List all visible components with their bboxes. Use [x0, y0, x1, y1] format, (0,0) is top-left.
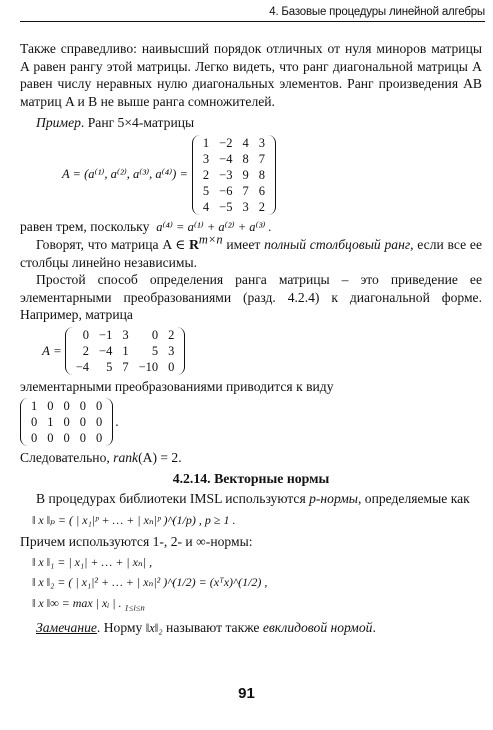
- matrix-3x5-cell: 7: [122, 359, 129, 374]
- diag-matrix-cell: 0: [63, 431, 70, 445]
- matrix-5x4-cell: 4: [242, 135, 249, 150]
- section-title: Векторные нормы: [214, 470, 330, 486]
- matrix-5x4-cell: 4: [202, 199, 210, 214]
- matrix-3x5-cell: 0: [82, 327, 90, 342]
- remark-label: Замечание: [36, 620, 97, 635]
- diag-matrix-cell: 0: [47, 431, 54, 445]
- matrix-5x4-cell: 9: [242, 167, 249, 182]
- rank-value: (A) = 2.: [138, 450, 182, 465]
- matrix-5x4-cell: 3: [202, 151, 210, 166]
- rank-function: rank: [113, 450, 139, 465]
- diag-matrix-cell: 0: [79, 431, 86, 445]
- diag-matrix-row: [26, 414, 107, 430]
- matrix-3x5-cell: 5: [106, 359, 113, 374]
- matrix-5x4-cell: 2: [202, 167, 210, 182]
- conclusion-line: [20, 449, 482, 467]
- paragraph-norm-types: Причем используются 1-, 2- и ∞-нормы:: [20, 534, 253, 549]
- example-lhs: A = (a⁽¹⁾, a⁽²⁾, a⁽³⁾, a⁽⁴⁾) =: [62, 166, 188, 181]
- euclidean-norm-term: евклидовой нормой: [262, 620, 373, 635]
- two-norm-formula: ‖ x ‖₂ = ( | x₁|² + … + | xₙ|² )^(1/2) = (xᵀx)^(1/2) ,: [32, 575, 268, 589]
- matrix-5x4-cell: −3: [219, 167, 233, 182]
- matrix-3x5-cell: −10: [138, 359, 159, 374]
- diag-matrix-cell: 1: [31, 399, 38, 413]
- full-column-rank-term: полный столбцовый ранг: [264, 237, 411, 252]
- paragraph-reduces-to: элементарными преобразованиями приводится к виду: [20, 378, 334, 394]
- remark-c: .: [372, 620, 376, 635]
- diag-matrix-cell: 0: [96, 415, 103, 429]
- matrix-5x4-cell: −4: [219, 151, 233, 166]
- diag-matrix-cell: 0: [63, 415, 70, 429]
- matrix-5x4-row: [198, 167, 270, 183]
- matrix-3x5-cell: −4: [75, 359, 90, 374]
- p-norm-formula: ‖ x ‖ₚ = ( | x₁|ᵖ + … + | xₙ|ᵖ )^(1/p) , p ≥ 1 .: [32, 512, 236, 527]
- paragraph-elementary-transforms: Простой способ определения ранга матрицы – это приведение ее элементарными преобразованиями (разд. 4.2.4) к диагональной форме. Например, матрица: [20, 272, 482, 322]
- matrix-3x5-cell: 0: [151, 327, 159, 342]
- matrix-5x4-cell: 7: [258, 151, 265, 166]
- matrix-5x4-cell: 8: [242, 151, 249, 166]
- matrix-5x4-cell: 1: [202, 135, 210, 150]
- diag-matrix-cell: 1: [47, 415, 54, 429]
- inf-norm-formula: [32, 595, 482, 613]
- rank-matrix-5x4: [192, 135, 276, 215]
- diag-matrix-cell: 0: [79, 399, 86, 413]
- diagonal-form-matrix: [20, 398, 113, 446]
- matrix-3x5-cell: 0: [168, 359, 175, 374]
- matrix3-period: .: [115, 414, 119, 430]
- matrix-3x5-row: [71, 359, 180, 375]
- running-header: 4. Базовые процедуры линейной алгебры: [20, 6, 485, 22]
- matrix-5x4-row: [198, 151, 270, 167]
- diag-matrix-cell: 0: [63, 399, 70, 413]
- p-norms-term: p-нормы: [309, 491, 358, 506]
- real-space-symbol: R: [189, 237, 199, 252]
- inf-norm-text: ‖ x ‖∞ = max | xᵢ | .: [32, 595, 122, 610]
- diag-matrix-cell: 0: [31, 415, 38, 429]
- p2-b: имеет: [222, 237, 265, 252]
- page-number: 91: [238, 685, 255, 702]
- one-norm-formula: ‖ x ‖₁ = | x₁| + … + | xₙ| ,: [32, 554, 153, 569]
- max-index-range: 1≤i≤n: [124, 601, 145, 612]
- p2-a: Говорят, что матрица A ∈: [36, 237, 190, 252]
- matrix-3x5-cell: 5: [151, 343, 159, 358]
- matrix-5x4-cell: −6: [219, 183, 233, 198]
- remark-a: . Норму: [96, 620, 146, 635]
- matrix-5x4-cell: −2: [219, 135, 233, 150]
- diag-matrix-row: [26, 398, 107, 414]
- example-matrix-row: [62, 135, 482, 215]
- matrix-3x5-cell: 3: [168, 343, 175, 358]
- matrix-5x4-row: [198, 183, 270, 199]
- conclusion-text: Следовательно,: [20, 450, 114, 465]
- matrix-5x4-row: [198, 135, 270, 151]
- matrix-3x5-row: [71, 343, 180, 359]
- p2-c: , если все ее столбцы линейно независимы.: [20, 237, 482, 270]
- matrix3-row: [20, 398, 482, 446]
- diag-matrix-cell: 0: [47, 399, 54, 413]
- paragraph-full-column-rank: [20, 232, 482, 271]
- column-dependency-formula: a⁽⁴⁾ = a⁽¹⁾ + a⁽²⁾ + a⁽³⁾ .: [156, 219, 272, 234]
- matrix-5x4-cell: 2: [258, 199, 265, 214]
- diag-matrix-cell: 0: [96, 399, 103, 413]
- rank-explanation-text: равен трем, поскольку: [20, 218, 150, 234]
- p5-a: В процедурах библиотеки IMSL используются: [36, 491, 310, 506]
- matrix-3x5-cell: 2: [82, 343, 90, 358]
- diag-matrix-cell: 0: [31, 431, 38, 445]
- matrix-3x5-cell: 2: [168, 327, 175, 342]
- remark-paragraph: [20, 619, 482, 638]
- matrix2-row: [42, 327, 482, 375]
- real-space-dims: m×n: [198, 232, 223, 247]
- matrix-5x4-cell: 8: [258, 167, 265, 182]
- matrix-5x4-cell: 7: [242, 183, 249, 198]
- diag-matrix-cell: 0: [79, 415, 86, 429]
- matrix-5x4-cell: 3: [258, 135, 265, 150]
- section-heading: [20, 470, 482, 488]
- remark-norm: ‖x‖₂: [145, 621, 163, 635]
- matrix2-label: A =: [42, 342, 62, 358]
- matrix-5x4-cell: 6: [258, 183, 265, 198]
- paragraph-p-norms: [20, 490, 482, 508]
- matrix-3x5-cell: 1: [122, 343, 129, 358]
- section-number: 4.2.14.: [172, 470, 211, 486]
- example-label: Пример: [36, 115, 81, 130]
- p5-b: , определяемые как: [357, 491, 470, 506]
- matrix-5x4-cell: −5: [219, 199, 233, 214]
- matrix-3x5-cell: −1: [99, 327, 113, 342]
- diag-matrix-row: [26, 430, 107, 446]
- matrix-3x5: [65, 327, 186, 375]
- example-text: . Ранг 5×4-матрицы: [80, 115, 195, 130]
- matrix-3x5-cell: 3: [122, 327, 129, 342]
- paragraph-rank-properties: Также справедливо: наивысший порядок отличных от нуля миноров матрицы A равен рангу этой матрицы. Легко видеть, что ранг диагональной матрицы A равен числу неравных нулю диагональных элементов. Ранг произведения AB матриц A и B не выше ранга сомножителей.: [20, 41, 482, 109]
- matrix-5x4-cell: 3: [242, 199, 249, 214]
- rank-explanation: [20, 218, 482, 237]
- matrix-3x5-cell: −4: [99, 343, 113, 358]
- matrix-3x5-row: [71, 327, 180, 343]
- matrix-5x4-row: [198, 199, 270, 215]
- matrix-5x4-cell: 5: [202, 183, 210, 198]
- example-intro: [20, 114, 482, 132]
- remark-b: называют также: [162, 620, 263, 635]
- diag-matrix-cell: 0: [96, 431, 103, 445]
- page-body: [20, 40, 482, 638]
